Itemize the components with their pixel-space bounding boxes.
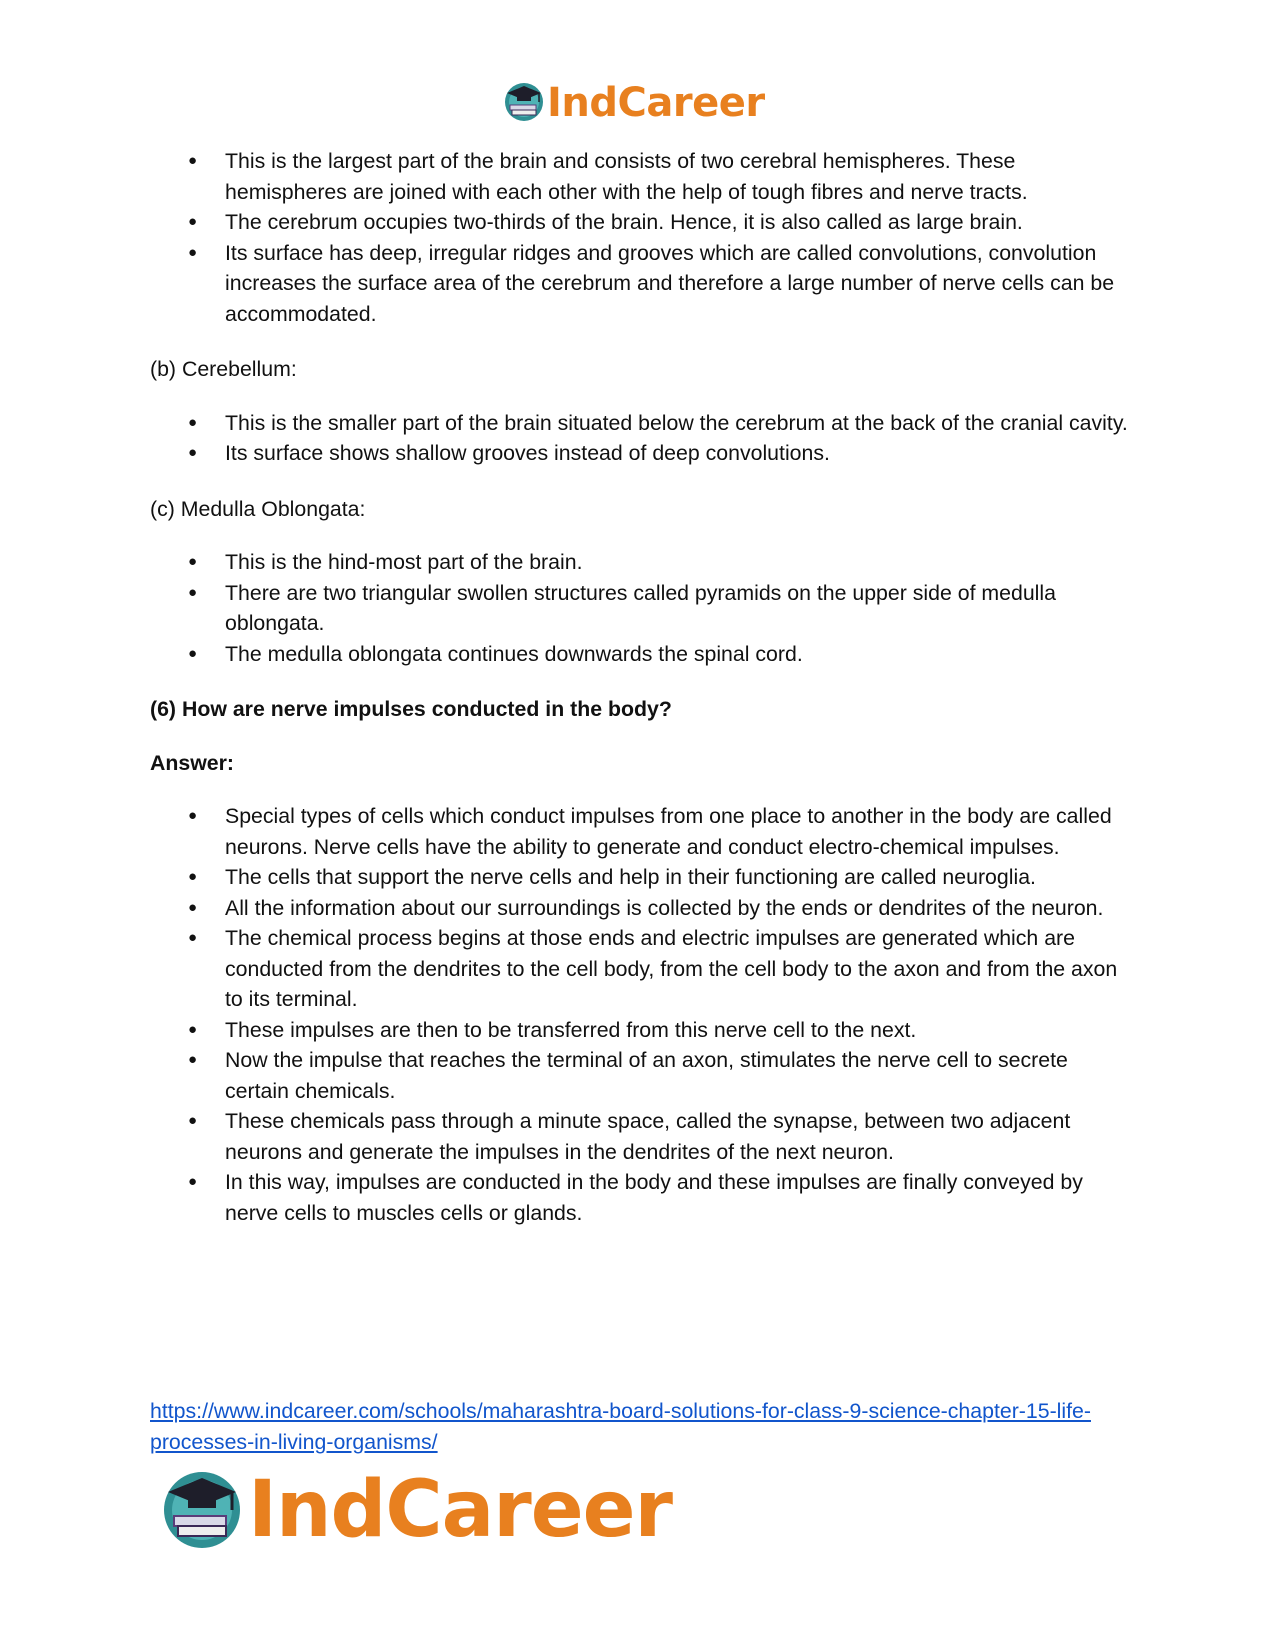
document-body <box>150 146 1130 1228</box>
list-item: ● All the information about our surroundings is collected by the ends or dendrites of the neuron. <box>150 893 1130 924</box>
question-heading: (6) How are nerve impulses conducted in the body? <box>150 697 672 721</box>
list-item: ● The cerebrum occupies two-thirds of the brain. Hence, it is also called as large brain. <box>150 207 1130 238</box>
medulla-heading: (c) Medulla Oblongata: <box>150 496 366 521</box>
answer-list <box>150 801 1130 1228</box>
logo-wordmark: IndCareer <box>547 80 765 126</box>
list-item: ● These impulses are then to be transferred from this nerve cell to the next. <box>150 1015 1130 1046</box>
cerebellum-heading: (b) Cerebellum: <box>150 357 297 381</box>
list-item: ● Now the impulse that reaches the terminal of an axon, stimulates the nerve cell to secrete certain chemicals. <box>150 1045 1130 1106</box>
graduation-cap-globe-icon <box>160 1466 244 1555</box>
list-item: ● This is the smaller part of the brain situated below the cerebrum at the back of the cranial cavity. <box>150 408 1130 439</box>
logo-wordmark: IndCareer <box>248 1465 672 1555</box>
list-item: ● Its surface has deep, irregular ridges and grooves which are called convolutions, convolution increases the surface area of the cerebrum and therefore a large number of nerve cells can be accommodated. <box>150 238 1130 330</box>
list-item: ● This is the hind-most part of the brain. <box>150 547 1130 578</box>
list-item: ● Special types of cells which conduct impulses from one place to another in the body are called neurons. Nerve cells have the ability to generate and conduct electro-chemical impulses. <box>150 801 1130 862</box>
source-link[interactable]: https://www.indcareer.com/schools/maharashtra-board-solutions-for-class-9-science-chapter-15-life-processes-in-living-organisms/ <box>150 1399 1091 1454</box>
list-item: ● This is the largest part of the brain and consists of two cerebral hemispheres. These hemispheres are joined with each other with the help of tough fibres and nerve tracts. <box>150 146 1130 207</box>
cerebellum-list <box>150 408 1130 469</box>
list-item: ● There are two triangular swollen structures called pyramids on the upper side of medulla oblongata. <box>150 578 1130 639</box>
cerebrum-list <box>150 146 1130 329</box>
list-item: ● The cells that support the nerve cells and help in their functioning are called neuroglia. <box>150 862 1130 893</box>
list-item: ● Its surface shows shallow grooves instead of deep convolutions. <box>150 438 1130 469</box>
header-logo <box>503 78 765 128</box>
list-item: ● The medulla oblongata continues downwards the spinal cord. <box>150 639 1130 670</box>
list-item: ● These chemicals pass through a minute space, called the synapse, between two adjacent neurons and generate the impulses in the dendrites of the next neuron. <box>150 1106 1130 1167</box>
list-item: ● The chemical process begins at those ends and electric impulses are generated which are conducted from the dendrites to the cell body, from the cell body to the axon and from the axon to its terminal. <box>150 923 1130 1015</box>
graduation-cap-globe-icon <box>503 80 545 127</box>
footer-logo <box>160 1465 672 1555</box>
answer-label: Answer: <box>150 750 235 775</box>
list-item: ● In this way, impulses are conducted in the body and these impulses are finally conveyed by nerve cells to muscles cells or glands. <box>150 1167 1130 1228</box>
medulla-list <box>150 547 1130 669</box>
